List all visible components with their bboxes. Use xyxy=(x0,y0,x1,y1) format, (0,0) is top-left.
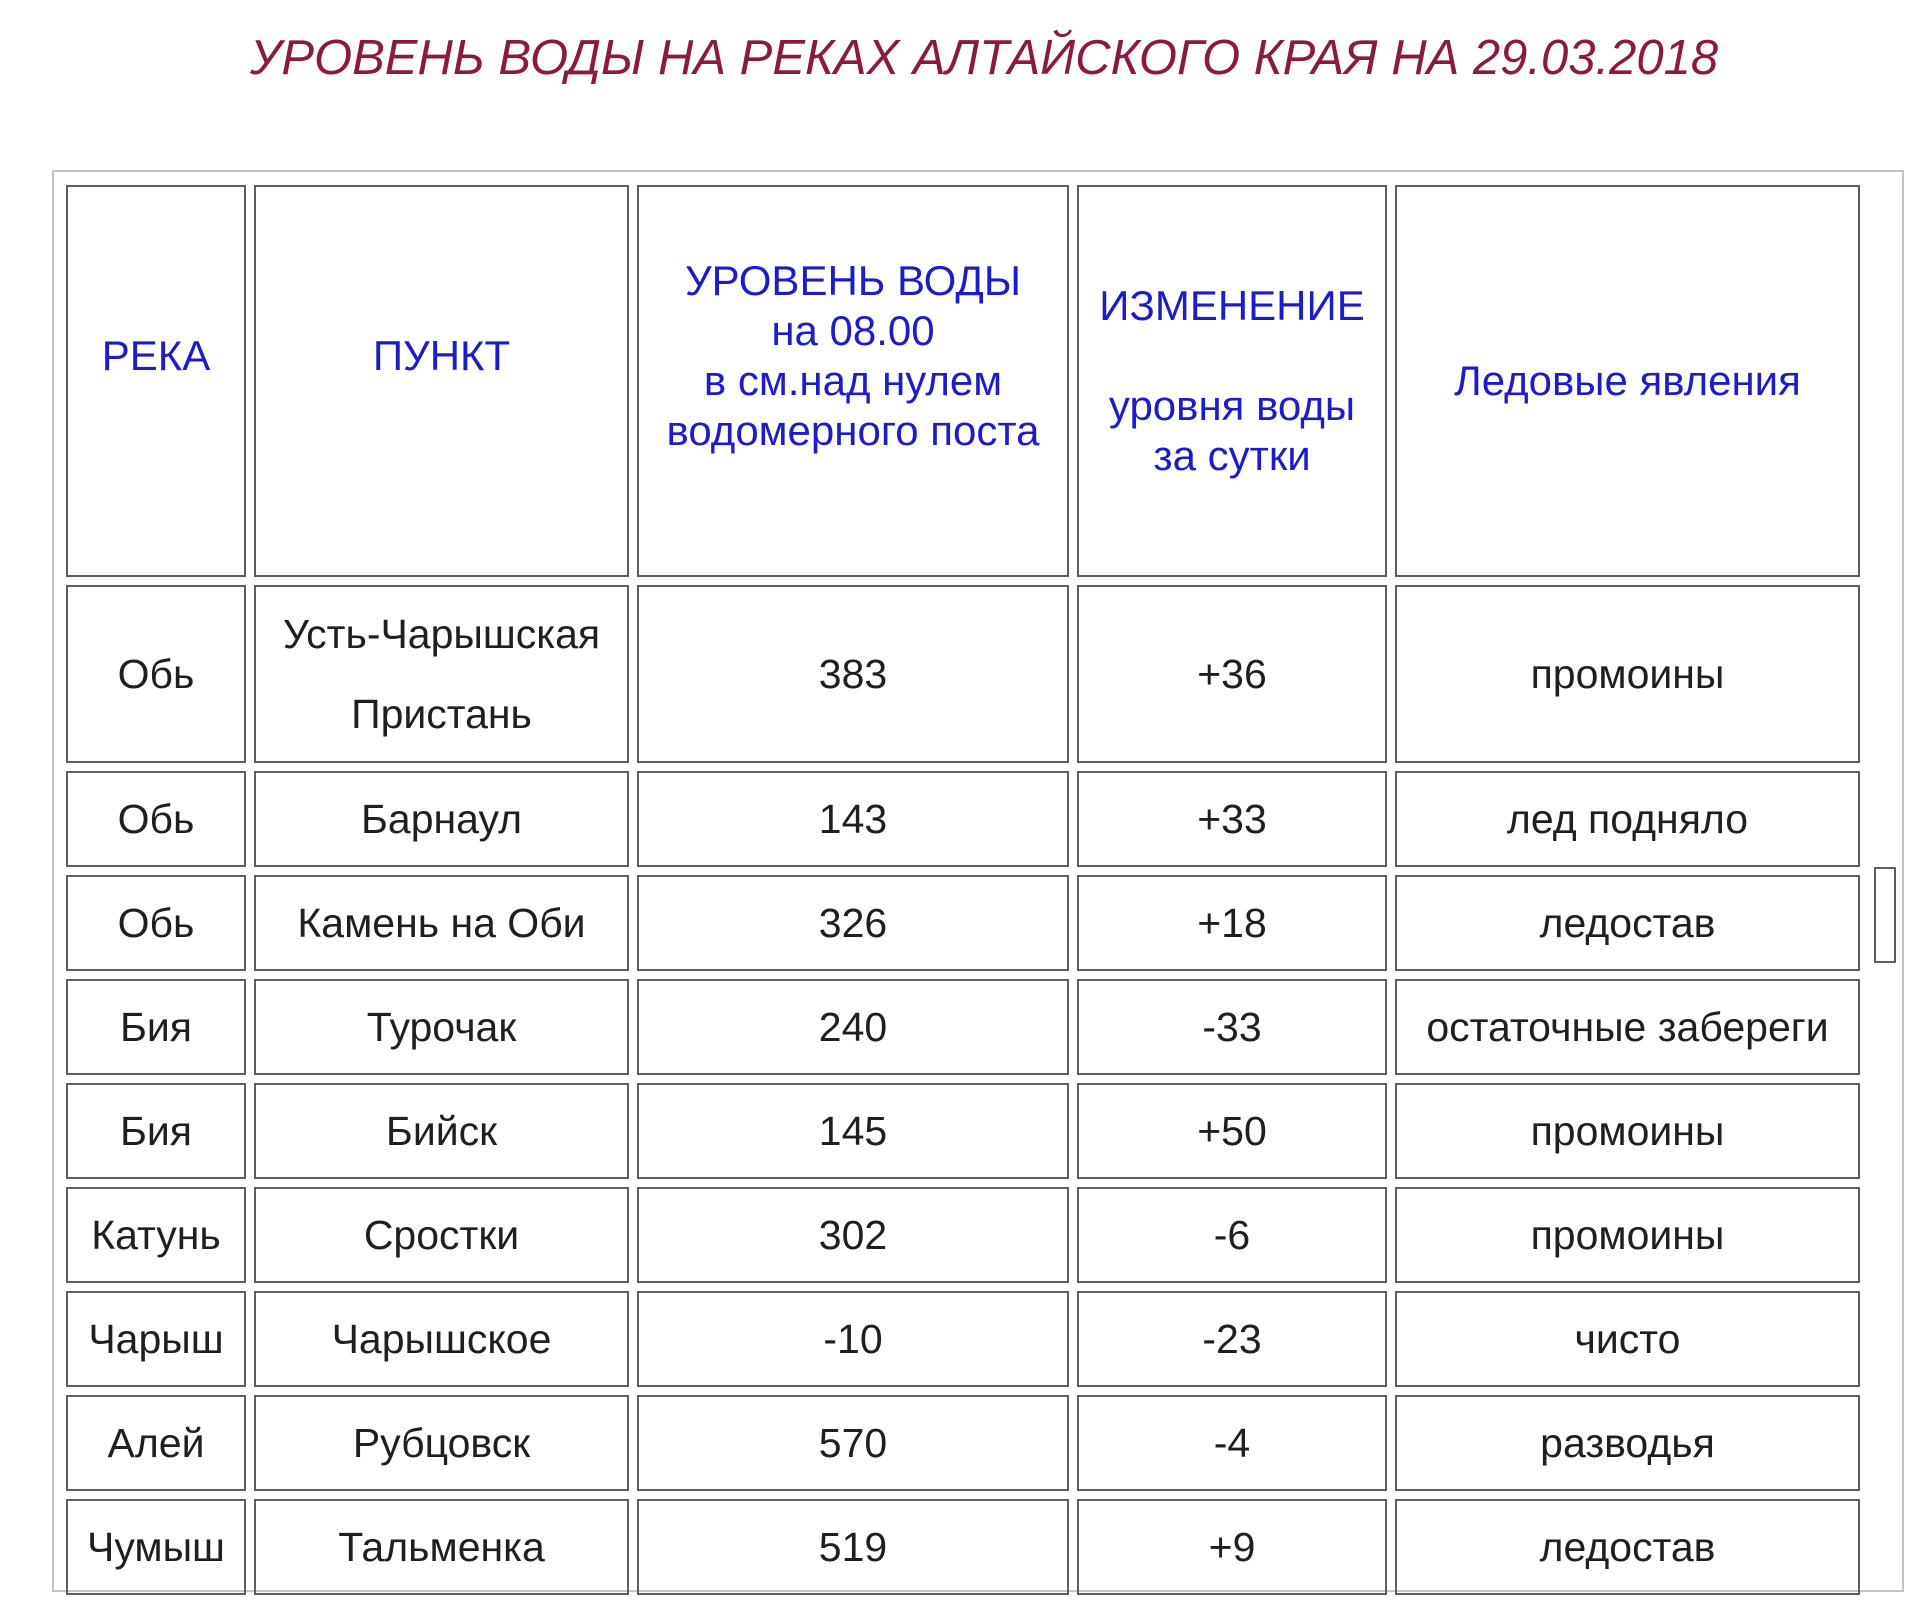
cell-ice: лед подняло xyxy=(1395,771,1860,867)
cell-level: 383 xyxy=(637,585,1069,763)
cell-level: 326 xyxy=(637,875,1069,971)
table-body xyxy=(66,585,1860,1595)
header-level-line3: в см.над нулем xyxy=(703,357,1003,404)
cell-point: Бийск xyxy=(254,1083,629,1179)
cell-ice: ледостав xyxy=(1395,1499,1860,1595)
cell-river: Алей xyxy=(66,1395,246,1491)
cell-river: Чарыш xyxy=(66,1291,246,1387)
table-row xyxy=(66,1499,1860,1595)
header-level xyxy=(637,185,1069,577)
cell-change: +9 xyxy=(1077,1499,1387,1595)
cell-level: 302 xyxy=(637,1187,1069,1283)
header-ice-label: Ледовые явления xyxy=(1454,357,1801,404)
cell-river: Катунь xyxy=(66,1187,246,1283)
cell-change: -6 xyxy=(1077,1187,1387,1283)
cell-level: 145 xyxy=(637,1083,1069,1179)
cell-point: Барнаул xyxy=(254,771,629,867)
table-row xyxy=(66,1291,1860,1387)
cell-ice: промоины xyxy=(1395,1187,1860,1283)
header-level-spacer xyxy=(643,456,1063,506)
table-row xyxy=(66,1187,1860,1283)
cell-change: +18 xyxy=(1077,875,1387,971)
table-row xyxy=(66,1083,1860,1179)
cell-point-line1: Усть-Чарышская xyxy=(282,611,601,657)
cell-change: -23 xyxy=(1077,1291,1387,1387)
header-point-spacer xyxy=(260,381,623,431)
cell-river: Бия xyxy=(66,979,246,1075)
cell-level: 519 xyxy=(637,1499,1069,1595)
header-change-line3: за сутки xyxy=(1153,432,1311,479)
cell-river: Чумыш xyxy=(66,1499,246,1595)
cell-change: -33 xyxy=(1077,979,1387,1075)
cell-level: 143 xyxy=(637,771,1069,867)
header-river xyxy=(66,185,246,577)
header-level-line1: УРОВЕНЬ ВОДЫ xyxy=(684,257,1022,304)
table-row xyxy=(66,875,1860,971)
cell-point: Рубцовск xyxy=(254,1395,629,1491)
cell-river: Обь xyxy=(66,875,246,971)
cell-level: 240 xyxy=(637,979,1069,1075)
cell-level: 570 xyxy=(637,1395,1069,1491)
header-change-gap xyxy=(1083,331,1381,381)
cell-ice: разводья xyxy=(1395,1395,1860,1491)
header-level-line2: на 08.00 xyxy=(771,307,935,354)
header-point-label: ПУНКТ xyxy=(372,332,511,379)
cell-point: Чарышское xyxy=(254,1291,629,1387)
header-change-line2: уровня воды xyxy=(1108,382,1356,429)
header-level-line4: водомерного поста xyxy=(666,407,1040,454)
scrollbar-thumb[interactable] xyxy=(1874,867,1896,963)
cell-river: Бия xyxy=(66,1083,246,1179)
cell-point-line2: Пристань xyxy=(351,691,532,737)
header-change xyxy=(1077,185,1387,577)
cell-ice: остаточные забереги xyxy=(1395,979,1860,1075)
cell-point: Турочак xyxy=(254,979,629,1075)
cell-point xyxy=(254,585,629,763)
cell-river: Обь xyxy=(66,771,246,867)
cell-ice: ледостав xyxy=(1395,875,1860,971)
table-row xyxy=(66,585,1860,763)
cell-change: -4 xyxy=(1077,1395,1387,1491)
cell-level: -10 xyxy=(637,1291,1069,1387)
table-row xyxy=(66,1395,1860,1491)
water-level-table xyxy=(58,177,1868,1603)
cell-ice: чисто xyxy=(1395,1291,1860,1387)
cell-point: Сростки xyxy=(254,1187,629,1283)
cell-change: +33 xyxy=(1077,771,1387,867)
cell-ice: промоины xyxy=(1395,585,1860,763)
header-point xyxy=(254,185,629,577)
cell-change: +50 xyxy=(1077,1083,1387,1179)
table-row xyxy=(66,771,1860,867)
header-river-label: РЕКА xyxy=(101,332,211,379)
table-row xyxy=(66,979,1860,1075)
header-river-spacer xyxy=(72,381,240,431)
cell-point: Камень на Оби xyxy=(254,875,629,971)
header-ice xyxy=(1395,185,1860,577)
table-header xyxy=(66,185,1860,577)
header-change-line1: ИЗМЕНЕНИЕ xyxy=(1099,282,1365,329)
cell-ice: промоины xyxy=(1395,1083,1860,1179)
cell-river: Обь xyxy=(66,585,246,763)
page-title: УРОВЕНЬ ВОДЫ НА РЕКАХ АЛТАЙСКОГО КРАЯ НА 29.03.2018 xyxy=(250,31,1719,85)
header-row xyxy=(66,185,1860,577)
cell-point: Тальменка xyxy=(254,1499,629,1595)
cell-change: +36 xyxy=(1077,585,1387,763)
